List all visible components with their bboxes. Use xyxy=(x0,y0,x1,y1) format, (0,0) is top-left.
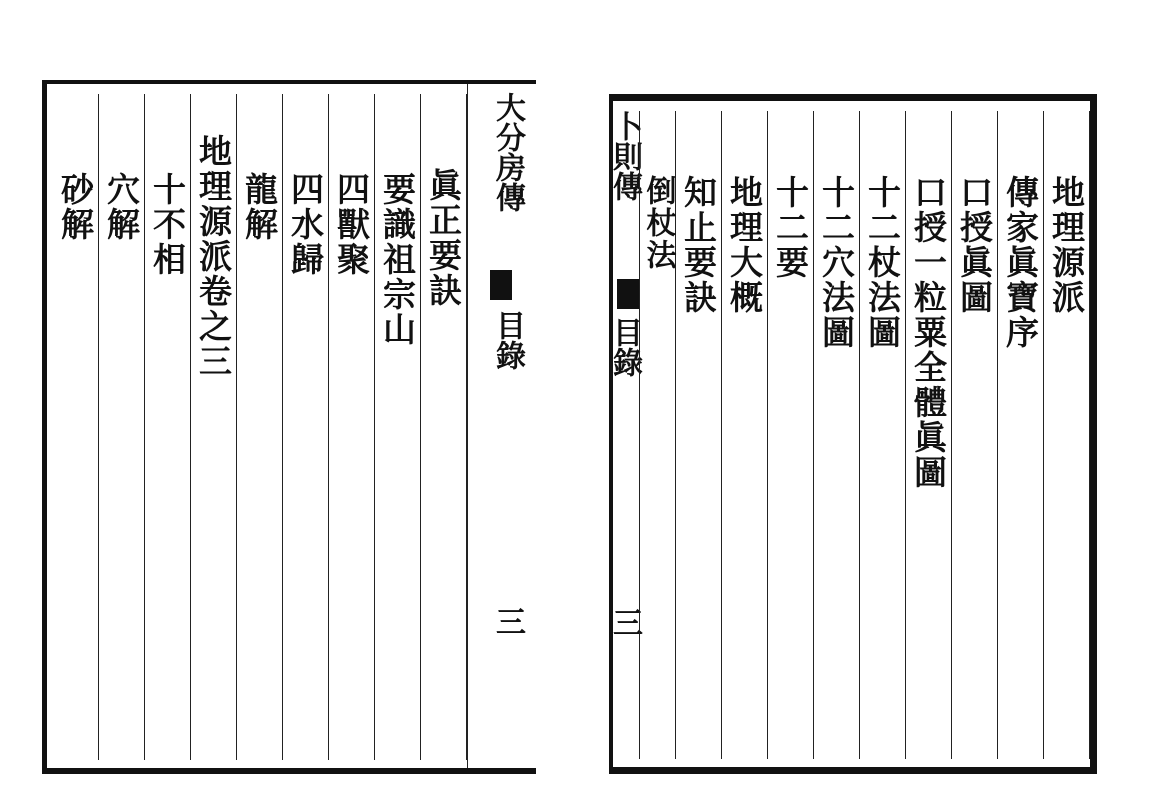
right-entry-7: 十二要 xyxy=(771,175,810,280)
right-fold-title: 卜則傳 xyxy=(607,111,642,201)
left-page xyxy=(42,80,536,774)
right-column-3 xyxy=(952,111,998,759)
right-column-9 xyxy=(676,111,722,759)
right-column-1 xyxy=(1044,111,1090,759)
right-entry-9: 知止要訣 xyxy=(679,175,718,315)
left-entry-4: 四水歸 xyxy=(286,172,325,277)
right-entry-2: 傳家眞寶序 xyxy=(1001,175,1040,350)
right-entry-5: 十二杖法圖 xyxy=(863,175,902,350)
right-column-10 xyxy=(639,111,676,759)
left-column-3 xyxy=(329,94,375,760)
left-column-5 xyxy=(237,94,283,760)
right-column-2 xyxy=(998,111,1044,759)
left-column-8 xyxy=(99,94,145,760)
left-entry-1: 眞正要訣 xyxy=(424,168,463,308)
left-column-1 xyxy=(421,94,467,760)
left-entry-5: 龍解 xyxy=(240,172,279,242)
right-column-7 xyxy=(768,111,814,759)
right-column-4 xyxy=(906,111,952,759)
left-entry-2: 要識祖宗山 xyxy=(378,172,417,347)
left-entry-3: 四獸聚 xyxy=(332,172,371,277)
left-entry-9: 砂解 xyxy=(56,172,95,242)
left-entry-6: 地理源派卷之三 xyxy=(194,134,233,379)
right-entry-4: 口授一粒粟全體眞圖 xyxy=(909,175,948,490)
right-fold-page-number: 三 xyxy=(607,607,642,637)
right-page xyxy=(609,94,1097,774)
left-column-2 xyxy=(375,94,421,760)
left-column-4 xyxy=(283,94,329,760)
left-column-7 xyxy=(145,94,191,760)
right-entry-8: 地理大概 xyxy=(725,175,764,315)
left-fold-title: 大分房傳 xyxy=(490,92,525,212)
left-fold-section: 目錄 xyxy=(490,310,525,370)
left-column-9 xyxy=(53,94,99,760)
right-entry-3: 口授眞圖 xyxy=(955,175,994,315)
left-fold-page-number: 三 xyxy=(490,606,525,636)
left-fish-tail-mark xyxy=(490,270,512,300)
left-column-6 xyxy=(191,94,237,760)
right-column-5 xyxy=(860,111,906,759)
right-column-6 xyxy=(814,111,860,759)
right-fold-column xyxy=(607,101,642,767)
right-column-8 xyxy=(722,111,768,759)
left-fold-column xyxy=(467,84,541,768)
left-entry-8: 穴解 xyxy=(102,172,141,242)
right-fish-tail-mark xyxy=(617,279,639,309)
right-entry-6: 十二穴法圖 xyxy=(817,175,856,350)
right-fold-section: 目錄 xyxy=(607,317,642,377)
right-entry-10: 倒杖法 xyxy=(640,175,676,271)
left-page-margin-column xyxy=(47,90,52,760)
right-entry-1: 地理源派 xyxy=(1047,175,1086,315)
left-entry-7: 十不相 xyxy=(148,172,187,277)
